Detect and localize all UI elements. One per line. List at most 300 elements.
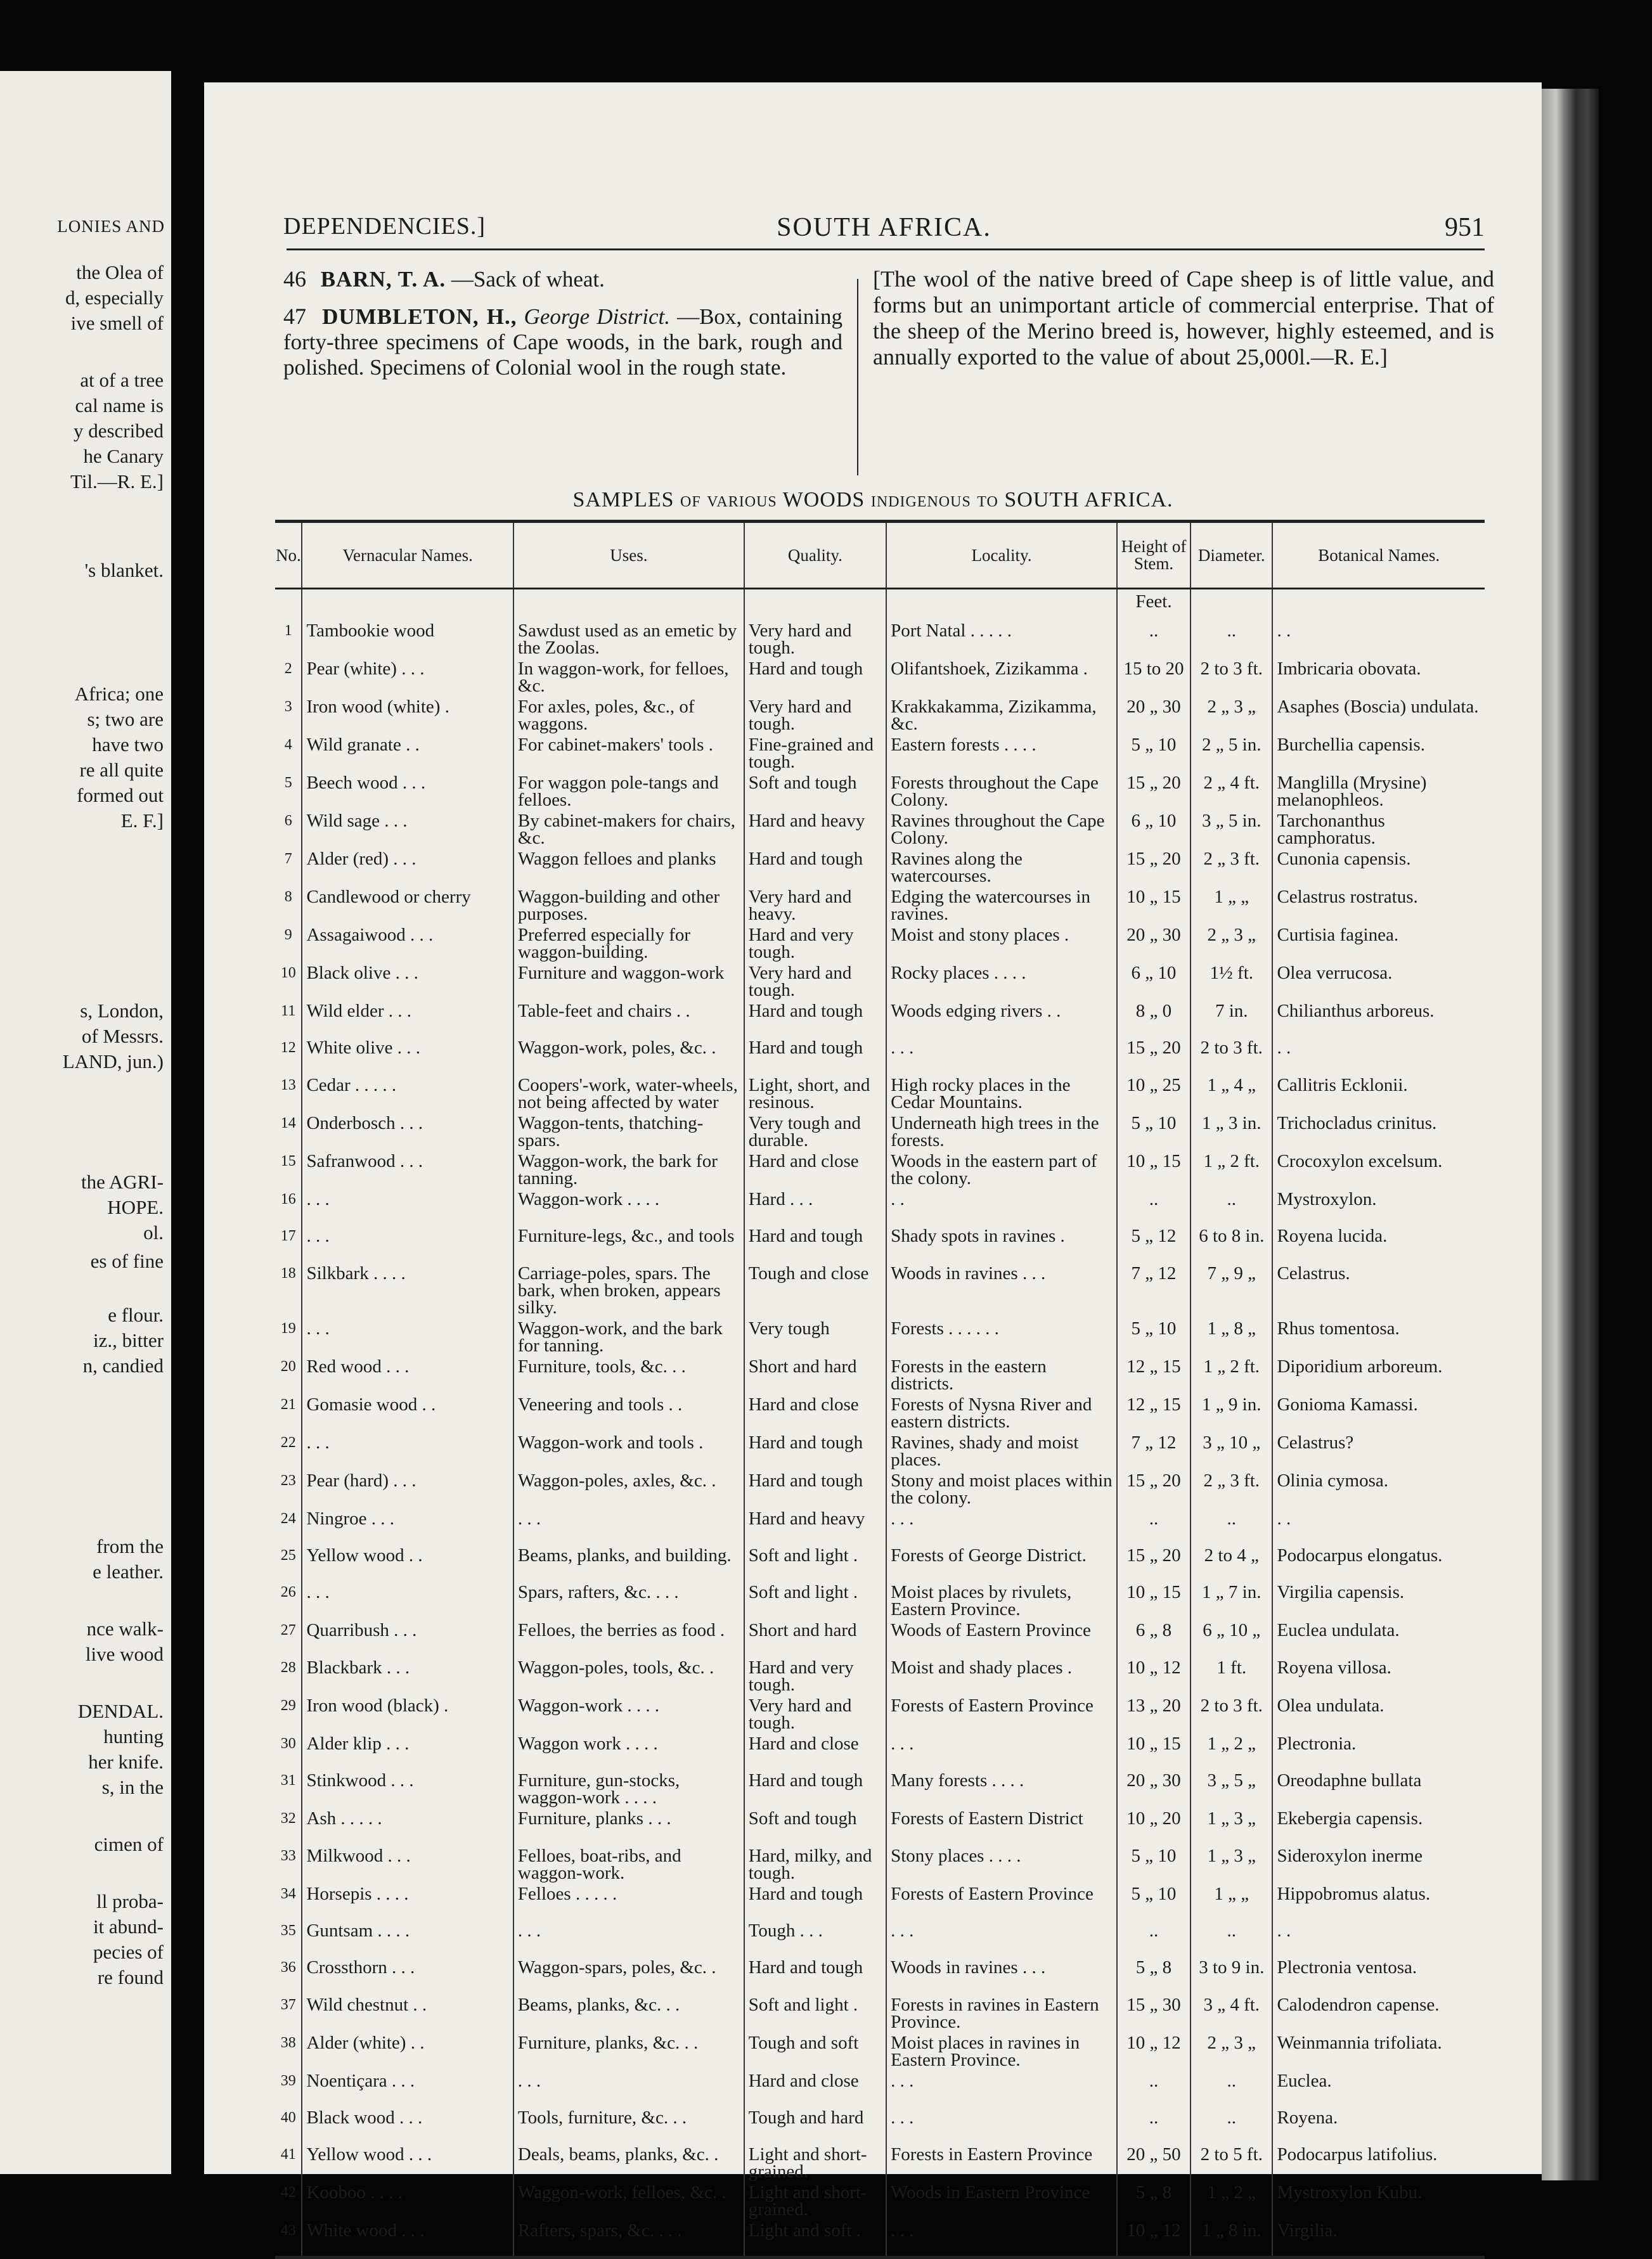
table-row bbox=[275, 1355, 1485, 1393]
diameter: 2 „ 5 in. bbox=[1191, 733, 1272, 771]
quality: Tough and close bbox=[744, 1261, 886, 1316]
uses: . . . bbox=[513, 1507, 744, 1543]
botanical-name: Weinmannia trifoliata. bbox=[1272, 2031, 1485, 2069]
left-page-line: 's blanket. bbox=[84, 559, 164, 581]
locality: Woods in ravines . . . bbox=[886, 1261, 1117, 1316]
quality: Short and hard bbox=[744, 1618, 886, 1655]
uses: Furniture, gun-stocks, waggon-work . . . . bbox=[513, 1768, 744, 1806]
row-number: 39 bbox=[280, 2072, 296, 2089]
table-row bbox=[275, 1993, 1485, 2031]
uses: Furniture, planks, &c. . . bbox=[513, 2031, 744, 2069]
diameter: 1 „ 3 „ bbox=[1191, 1844, 1272, 1882]
left-page-line: s; two are bbox=[87, 708, 164, 730]
botanical-name: Hippobromus alatus. bbox=[1272, 1882, 1485, 1919]
vernacular-name: Pear (white) . . . bbox=[302, 657, 513, 695]
left-page-line: y described bbox=[73, 420, 164, 442]
row-number: 14 bbox=[280, 1114, 296, 1131]
diameter: 1 „ 3 in. bbox=[1191, 1111, 1272, 1149]
height-of-stem: 15 „ 30 bbox=[1117, 1993, 1191, 2031]
height-of-stem: 6 „ 10 bbox=[1117, 961, 1191, 999]
left-page-line: re all quite bbox=[79, 759, 164, 781]
botanical-name: Olinia cymosa. bbox=[1272, 1469, 1485, 1507]
left-page-line: Africa; one bbox=[74, 683, 164, 705]
botanical-name: Cunonia capensis. bbox=[1272, 847, 1485, 885]
left-page-line: ll proba- bbox=[96, 1890, 164, 1912]
col-header-height: Height of Stem. bbox=[1117, 522, 1191, 589]
table-row bbox=[275, 1543, 1485, 1580]
botanical-name: Imbricaria obovata. bbox=[1272, 657, 1485, 695]
row-number: 7 bbox=[284, 851, 292, 867]
botanical-name: Oreodaphne bullata bbox=[1272, 1768, 1485, 1806]
table-row bbox=[275, 1149, 1485, 1187]
table-row bbox=[275, 999, 1485, 1036]
diameter: 3 „ 10 „ bbox=[1191, 1431, 1272, 1469]
height-of-stem: 5 „ 10 bbox=[1117, 1111, 1191, 1149]
uses: Waggon-spars, poles, &c. . bbox=[513, 1955, 744, 1992]
vernacular-name: Wild chestnut . . bbox=[302, 1993, 513, 2031]
vernacular-name: Guntsam . . . . bbox=[302, 1919, 513, 1955]
height-of-stem: 15 „ 20 bbox=[1117, 1036, 1191, 1072]
diameter: 1 „ 4 „ bbox=[1191, 1073, 1272, 1111]
quality: Hard and heavy bbox=[744, 1507, 886, 1543]
botanical-name: Royena. bbox=[1272, 2106, 1485, 2142]
uses: Tools, furniture, &c. . . bbox=[513, 2106, 744, 2142]
locality: Ravines along the watercourses. bbox=[886, 847, 1117, 885]
row-number: 17 bbox=[280, 1228, 296, 1245]
vernacular-name: Blackbark . . . bbox=[302, 1656, 513, 1694]
column-divider bbox=[857, 279, 858, 475]
table-caption: SAMPLES of various WOODS indigenous to SOUTH AFRICA. bbox=[572, 488, 1173, 512]
vernacular-name: Quarribush . . . bbox=[302, 1618, 513, 1655]
left-page-line: E. F.] bbox=[120, 809, 164, 832]
row-number: 6 bbox=[284, 813, 292, 829]
vernacular-name: Ash . . . . . bbox=[302, 1806, 513, 1843]
quality: Hard and tough bbox=[744, 1036, 886, 1072]
botanical-name: Ekebergia capensis. bbox=[1272, 1806, 1485, 1843]
diameter: 3 „ 4 ft. bbox=[1191, 1993, 1272, 2031]
botanical-name: Celastrus. bbox=[1272, 1261, 1485, 1316]
table-row bbox=[275, 2142, 1485, 2180]
locality: Forests in ravines in Eastern Province. bbox=[886, 1993, 1117, 2031]
quality: Hard and tough bbox=[744, 1224, 886, 1261]
vernacular-name: Horsepis . . . . bbox=[302, 1882, 513, 1919]
height-of-stem: 5 „ 10 bbox=[1117, 1844, 1191, 1882]
botanical-name: Calodendron capense. bbox=[1272, 1993, 1485, 2031]
table-row bbox=[275, 2069, 1485, 2106]
uses: Beams, planks, and building. bbox=[513, 1543, 744, 1580]
vernacular-name: Gomasie wood . . bbox=[302, 1393, 513, 1431]
diameter: 2 to 5 ft. bbox=[1191, 2142, 1272, 2180]
uses: Coopers'-work, water-wheels, not being affected by water bbox=[513, 1073, 744, 1111]
row-number: 22 bbox=[280, 1434, 296, 1451]
diameter: 7 in. bbox=[1191, 999, 1272, 1036]
diameter: 2 „ 3 ft. bbox=[1191, 1469, 1272, 1507]
uses: Deals, beams, planks, &c. . bbox=[513, 2142, 744, 2180]
left-page-line: the Olea of bbox=[76, 261, 164, 283]
quality: Hard and tough bbox=[744, 1955, 886, 1992]
quality: Hard . . . bbox=[744, 1187, 886, 1224]
row-number: 27 bbox=[280, 1622, 296, 1639]
row-number: 3 bbox=[284, 698, 292, 715]
locality: Forests of George District. bbox=[886, 1543, 1117, 1580]
vernacular-name: Yellow wood . . . bbox=[302, 2142, 513, 2180]
botanical-name: Chilianthus arboreus. bbox=[1272, 999, 1485, 1036]
height-of-stem: 15 „ 20 bbox=[1117, 1543, 1191, 1580]
vernacular-name: Safranwood . . . bbox=[302, 1149, 513, 1187]
left-page-line: from the bbox=[96, 1535, 164, 1557]
height-of-stem: 7 „ 12 bbox=[1117, 1261, 1191, 1316]
height-of-stem: .. bbox=[1117, 2106, 1191, 2142]
table-row bbox=[275, 657, 1485, 695]
botanical-name: Virgilia capensis. bbox=[1272, 1580, 1485, 1618]
diameter: 1 „ 2 „ bbox=[1191, 1732, 1272, 1768]
botanical-name: Diporidium arboreum. bbox=[1272, 1355, 1485, 1393]
uses: Furniture, tools, &c. . . bbox=[513, 1355, 744, 1393]
row-number: 19 bbox=[280, 1320, 296, 1337]
botanical-name: Rhus tomentosa. bbox=[1272, 1316, 1485, 1355]
row-number: 33 bbox=[280, 1847, 296, 1864]
row-number: 12 bbox=[280, 1039, 296, 1057]
uses: Waggon-work . . . . bbox=[513, 1694, 744, 1732]
locality: . . bbox=[886, 1187, 1117, 1224]
botanical-name: Callitris Ecklonii. bbox=[1272, 1073, 1485, 1111]
row-number: 38 bbox=[280, 2034, 296, 2051]
locality: . . . bbox=[886, 1919, 1117, 1955]
height-of-stem: 15 „ 20 bbox=[1117, 771, 1191, 809]
botanical-name: . . bbox=[1272, 1919, 1485, 1955]
uses: Veneering and tools . . bbox=[513, 1393, 744, 1431]
table-row bbox=[275, 1187, 1485, 1224]
height-of-stem: 5 „ 10 bbox=[1117, 733, 1191, 771]
diameter: .. bbox=[1191, 1507, 1272, 1543]
editor-note: [The wool of the native breed of Cape sheep is of little value, and forms but an unimportant article of commercial enterprise. That of the sheep of the Merino breed is, however, highly esteemed, and is annually exported to the value of about 25,000l.—R. E.] bbox=[873, 266, 1494, 370]
row-number: 31 bbox=[280, 1772, 296, 1789]
height-of-stem: 5 „ 10 bbox=[1117, 1882, 1191, 1919]
vernacular-name: White wood . . . bbox=[302, 2218, 513, 2257]
left-facing-page bbox=[0, 71, 171, 2174]
quality: Tough and hard bbox=[744, 2106, 886, 2142]
row-number: 13 bbox=[280, 1076, 296, 1093]
row-number: 28 bbox=[280, 1659, 296, 1676]
running-header bbox=[283, 212, 1485, 244]
diameter: 1 „ 2 „ bbox=[1191, 2180, 1272, 2218]
diameter: 1 „ „ bbox=[1191, 1882, 1272, 1919]
col-header-locality: Locality. bbox=[886, 522, 1117, 589]
locality: Stony and moist places within the colony. bbox=[886, 1469, 1117, 1507]
uses: Table-feet and chairs . . bbox=[513, 999, 744, 1036]
locality: Forests of Eastern Province bbox=[886, 1694, 1117, 1732]
botanical-name: Podocarpus latifolius. bbox=[1272, 2142, 1485, 2180]
table-row bbox=[275, 733, 1485, 771]
quality: Short and hard bbox=[744, 1355, 886, 1393]
table-row bbox=[275, 1507, 1485, 1543]
row-number: 43 bbox=[275, 2218, 302, 2257]
quality: Hard and very tough. bbox=[744, 1656, 886, 1694]
left-page-line: at of a tree bbox=[80, 369, 164, 391]
vernacular-name: Black olive . . . bbox=[302, 961, 513, 999]
uses: Sawdust used as an emetic by the Zoolas. bbox=[513, 619, 744, 657]
diameter: 3 to 9 in. bbox=[1191, 1955, 1272, 1992]
locality: . . . bbox=[886, 2218, 1117, 2257]
botanical-name: Sideroxylon inerme bbox=[1272, 1844, 1485, 1882]
row-number: 9 bbox=[284, 927, 292, 943]
diameter: 7 „ 9 „ bbox=[1191, 1261, 1272, 1316]
quality: Soft and light . bbox=[744, 1543, 886, 1580]
locality: Many forests . . . . bbox=[886, 1768, 1117, 1806]
table-row bbox=[275, 1036, 1485, 1072]
vernacular-name: Silkbark . . . . bbox=[302, 1261, 513, 1316]
locality: Krakkakamma, Zizikamma, &c. bbox=[886, 695, 1117, 733]
diameter: 2 to 3 ft. bbox=[1191, 1036, 1272, 1072]
locality: Port Natal . . . . . bbox=[886, 619, 1117, 657]
table-row bbox=[275, 1580, 1485, 1618]
quality: Hard and tough bbox=[744, 1431, 886, 1469]
table-row bbox=[275, 2106, 1485, 2142]
botanical-name: Euclea. bbox=[1272, 2069, 1485, 2106]
height-of-stem: 5 „ 10 bbox=[1117, 1316, 1191, 1355]
diameter: 1 „ 9 in. bbox=[1191, 1393, 1272, 1431]
vernacular-name: Noentiçara . . . bbox=[302, 2069, 513, 2106]
vernacular-name: Ningroe . . . bbox=[302, 1507, 513, 1543]
locality: Moist places in ravines in Eastern Province. bbox=[886, 2031, 1117, 2069]
left-page-line: ive smell of bbox=[70, 312, 164, 334]
diameter: .. bbox=[1191, 1187, 1272, 1224]
book-binding-edge bbox=[1542, 89, 1599, 2180]
uses: Waggon-work and tools . bbox=[513, 1431, 744, 1469]
table-row bbox=[275, 885, 1485, 923]
left-page-line: it abund- bbox=[93, 1915, 164, 1938]
table-row bbox=[275, 1224, 1485, 1261]
quality: Hard and tough bbox=[744, 999, 886, 1036]
row-number: 4 bbox=[284, 737, 292, 753]
quality: Hard and close bbox=[744, 1732, 886, 1768]
table-body bbox=[275, 589, 1485, 2258]
col-header-uses: Uses. bbox=[513, 522, 744, 589]
col-header-botanical: Botanical Names. bbox=[1272, 522, 1485, 589]
table-row bbox=[275, 1694, 1485, 1732]
table-row bbox=[275, 619, 1485, 657]
header-rule bbox=[287, 248, 1485, 250]
botanical-name: Manglilla (Mrysine) melanophleos. bbox=[1272, 771, 1485, 809]
botanical-name: Celastrus rostratus. bbox=[1272, 885, 1485, 923]
row-number: 35 bbox=[280, 1922, 296, 1939]
row-number: 11 bbox=[281, 1003, 296, 1019]
table-row bbox=[275, 771, 1485, 809]
left-page-line: ol. bbox=[143, 1221, 164, 1244]
row-number: 32 bbox=[280, 1810, 296, 1827]
botanical-name: Trichocladus crinitus. bbox=[1272, 1111, 1485, 1149]
locality: Forests of Eastern Province bbox=[886, 1882, 1117, 1919]
botanical-name: Olea verrucosa. bbox=[1272, 961, 1485, 999]
row-number: 10 bbox=[280, 965, 296, 981]
quality: Very hard and tough. bbox=[744, 695, 886, 733]
vernacular-name: . . . bbox=[302, 1580, 513, 1618]
left-page-line: s, in the bbox=[101, 1776, 164, 1798]
locality: Woods in the eastern part of the colony. bbox=[886, 1149, 1117, 1187]
height-of-stem: 20 „ 50 bbox=[1117, 2142, 1191, 2180]
diameter: 3 „ 5 in. bbox=[1191, 809, 1272, 847]
botanical-name: Burchellia capensis. bbox=[1272, 733, 1485, 771]
diameter: 2 „ 3 „ bbox=[1191, 695, 1272, 733]
row-number: 18 bbox=[280, 1265, 296, 1282]
botanical-name: Mystroxylon. bbox=[1272, 1187, 1485, 1224]
diameter: 1 „ 2 ft. bbox=[1191, 1149, 1272, 1187]
uses: Waggon-poles, axles, &c. . bbox=[513, 1469, 744, 1507]
height-of-stem: 10 „ 15 bbox=[1117, 885, 1191, 923]
height-of-stem: 15 to 20 bbox=[1117, 657, 1191, 695]
diameter: 2 to 4 „ bbox=[1191, 1543, 1272, 1580]
uses: Waggon-work, and the bark for tanning. bbox=[513, 1316, 744, 1355]
quality: Soft and light . bbox=[744, 1993, 886, 2031]
table-row bbox=[275, 1073, 1485, 1111]
locality: Ravines throughout the Cape Colony. bbox=[886, 809, 1117, 847]
height-of-stem: 15 „ 20 bbox=[1117, 847, 1191, 885]
quality: Light and short-grained. bbox=[744, 2142, 886, 2180]
vernacular-name: Red wood . . . bbox=[302, 1355, 513, 1393]
height-unit: Feet. bbox=[1117, 589, 1191, 619]
height-of-stem: 8 „ 0 bbox=[1117, 999, 1191, 1036]
uses: . . . bbox=[513, 2069, 744, 2106]
table-row bbox=[275, 2031, 1485, 2069]
quality: Soft and tough bbox=[744, 1806, 886, 1843]
uses: Waggon-tents, thatching-spars. bbox=[513, 1111, 744, 1149]
vernacular-name: Iron wood (black) . bbox=[302, 1694, 513, 1732]
height-of-stem: 15 „ 20 bbox=[1117, 1469, 1191, 1507]
botanical-name: . . bbox=[1272, 1036, 1485, 1072]
uses: Waggon-work, felloes, &c. . bbox=[513, 2180, 744, 2218]
botanical-name: Celastrus? bbox=[1272, 1431, 1485, 1469]
height-of-stem: 10 „ 15 bbox=[1117, 1732, 1191, 1768]
diameter: 2 „ 3 „ bbox=[1191, 923, 1272, 961]
intro-section bbox=[283, 266, 1494, 482]
diameter: .. bbox=[1191, 1919, 1272, 1955]
quality: Light and soft . bbox=[744, 2218, 886, 2257]
vernacular-name: Alder (white) . . bbox=[302, 2031, 513, 2069]
height-of-stem: 5 „ 12 bbox=[1117, 1224, 1191, 1261]
quality: Hard and heavy bbox=[744, 809, 886, 847]
col-header-diameter: Diameter. bbox=[1191, 522, 1272, 589]
vernacular-name: Pear (hard) . . . bbox=[302, 1469, 513, 1507]
quality: Very hard and heavy. bbox=[744, 885, 886, 923]
locality: High rocky places in the Cedar Mountains. bbox=[886, 1073, 1117, 1111]
uses: Felloes . . . . . bbox=[513, 1882, 744, 1919]
diameter: 3 „ 5 „ bbox=[1191, 1768, 1272, 1806]
diameter: 1 ft. bbox=[1191, 1656, 1272, 1694]
height-of-stem: 10 „ 12 bbox=[1117, 2031, 1191, 2069]
uses: Waggon-building and other purposes. bbox=[513, 885, 744, 923]
quality: Hard and tough bbox=[744, 657, 886, 695]
diameter: 1 „ 8 „ bbox=[1191, 1316, 1272, 1355]
locality: . . . bbox=[886, 1507, 1117, 1543]
row-number: 40 bbox=[280, 2109, 296, 2127]
left-page-line: n, candied bbox=[82, 1355, 164, 1377]
left-page-line: re found bbox=[97, 1966, 164, 1988]
uses: By cabinet-makers for chairs, &c. bbox=[513, 809, 744, 847]
botanical-name: Podocarpus elongatus. bbox=[1272, 1543, 1485, 1580]
entry-district: George District. bbox=[524, 304, 670, 329]
height-of-stem: 10 „ 12 bbox=[1117, 2218, 1191, 2257]
entry-name: BARN, T. A. bbox=[320, 267, 446, 292]
uses: Felloes, boat-ribs, and waggon-work. bbox=[513, 1844, 744, 1882]
left-page-line: formed out bbox=[77, 784, 164, 806]
header-title: SOUTH AFRICA. bbox=[777, 213, 991, 242]
col-header-quality: Quality. bbox=[744, 522, 886, 589]
quality: Very tough and durable. bbox=[744, 1111, 886, 1149]
left-page-line: the AGRI- bbox=[81, 1171, 164, 1193]
table-row bbox=[275, 1261, 1485, 1316]
locality: Stony places . . . . bbox=[886, 1844, 1117, 1882]
botanical-name: Euclea undulata. bbox=[1272, 1618, 1485, 1655]
quality: Hard and very tough. bbox=[744, 923, 886, 961]
table-row bbox=[275, 1844, 1485, 1882]
diameter: 2 to 3 ft. bbox=[1191, 657, 1272, 695]
height-of-stem: 12 „ 15 bbox=[1117, 1393, 1191, 1431]
quality: Very hard and tough. bbox=[744, 619, 886, 657]
quality: Hard and tough bbox=[744, 847, 886, 885]
entry-text: —Sack of wheat. bbox=[451, 267, 605, 292]
row-number: 26 bbox=[280, 1584, 296, 1601]
table-row bbox=[275, 809, 1485, 847]
row-number: 41 bbox=[280, 2146, 296, 2163]
vernacular-name: . . . bbox=[302, 1431, 513, 1469]
uses: Carriage-poles, spars. The bark, when broken, appears silky. bbox=[513, 1261, 744, 1316]
locality: Forests of Eastern District bbox=[886, 1806, 1117, 1843]
uses: For waggon pole-tangs and felloes. bbox=[513, 771, 744, 809]
botanical-name: . . bbox=[1272, 1507, 1485, 1543]
table-header-row bbox=[275, 522, 1485, 589]
uses: Waggon work . . . . bbox=[513, 1732, 744, 1768]
uses: Furniture and waggon-work bbox=[513, 961, 744, 999]
height-of-stem: 10 „ 12 bbox=[1117, 1656, 1191, 1694]
diameter: 2 to 3 ft. bbox=[1191, 1694, 1272, 1732]
left-page-line: iz., bitter bbox=[93, 1329, 164, 1351]
vernacular-name: Alder klip . . . bbox=[302, 1732, 513, 1768]
locality: . . . bbox=[886, 1732, 1117, 1768]
left-page-line: have two bbox=[92, 733, 164, 756]
entry-name: DUMBLETON, H., bbox=[322, 304, 517, 329]
table-row bbox=[275, 1393, 1485, 1431]
botanical-name: Virgilia. bbox=[1272, 2218, 1485, 2257]
locality: Woods in Eastern Province bbox=[886, 2180, 1117, 2218]
botanical-name: Tarchonanthus camphoratus. bbox=[1272, 809, 1485, 847]
left-page-line: live wood bbox=[85, 1643, 164, 1665]
vernacular-name: Black wood . . . bbox=[302, 2106, 513, 2142]
locality: Eastern forests . . . . bbox=[886, 733, 1117, 771]
quality: Soft and tough bbox=[744, 771, 886, 809]
vernacular-name: Assagaiwood . . . bbox=[302, 923, 513, 961]
height-of-stem: 5 „ 8 bbox=[1117, 2180, 1191, 2218]
botanical-name: Mystroxylon Kubu. bbox=[1272, 2180, 1485, 2218]
locality: Olifantshoek, Zizikamma . bbox=[886, 657, 1117, 695]
quality: Very tough bbox=[744, 1316, 886, 1355]
locality: Woods edging rivers . . bbox=[886, 999, 1117, 1036]
left-page-line: s, London, bbox=[80, 1000, 164, 1022]
left-page-line: her knife. bbox=[88, 1751, 164, 1773]
table-row bbox=[275, 2180, 1485, 2218]
vernacular-name: . . . bbox=[302, 1316, 513, 1355]
locality: Shady spots in ravines . bbox=[886, 1224, 1117, 1261]
diameter: 2 „ 3 ft. bbox=[1191, 847, 1272, 885]
height-of-stem: 20 „ 30 bbox=[1117, 695, 1191, 733]
locality: Moist and shady places . bbox=[886, 1656, 1117, 1694]
quality: Hard, milky, and tough. bbox=[744, 1844, 886, 1882]
quality: Very hard and tough. bbox=[744, 961, 886, 999]
locality: . . . bbox=[886, 2106, 1117, 2142]
quality: Very hard and tough. bbox=[744, 1694, 886, 1732]
vernacular-name: . . . bbox=[302, 1187, 513, 1224]
left-page-header: LONIES AND bbox=[57, 217, 165, 236]
left-page-line: cimen of bbox=[94, 1833, 164, 1855]
